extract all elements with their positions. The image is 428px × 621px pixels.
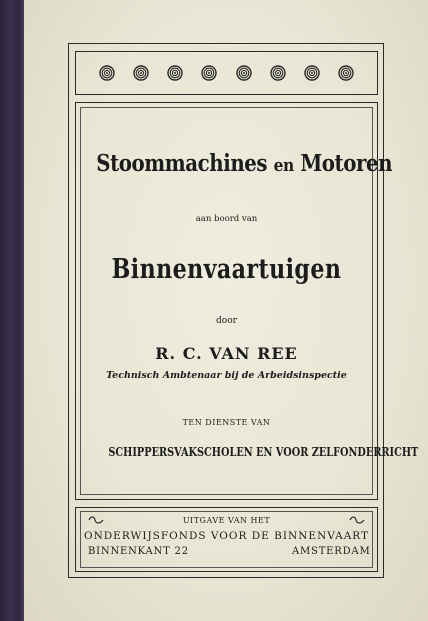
- target-schools: SCHIPPERSVAKSCHOLEN EN VOOR ZELFONDERRICHT: [108, 444, 419, 459]
- concentric-circle-ornament-icon: [133, 65, 149, 81]
- concentric-circle-ornament-icon: [304, 65, 320, 81]
- ornament-band: [75, 51, 378, 95]
- concentric-circle-ornament-icon: [270, 65, 286, 81]
- door-label: door: [216, 316, 237, 326]
- book-spine: [0, 0, 24, 621]
- concentric-circle-ornament-icon: [167, 65, 183, 81]
- concentric-circle-ornament-icon: [201, 65, 217, 81]
- publisher-city: AMSTERDAM: [292, 546, 371, 557]
- concentric-circle-ornament-icon: [236, 65, 252, 81]
- publisher-address: BINNENKANT 22: [88, 546, 189, 557]
- author-name: R. C. VAN REE: [155, 344, 298, 363]
- title-word-en: en: [273, 155, 294, 176]
- book-title: [96, 150, 393, 177]
- title-word-motoren: Motoren: [300, 150, 393, 177]
- title-word-stoommachines: Stoommachines: [96, 150, 268, 177]
- concentric-circle-ornament-icon: [99, 65, 115, 81]
- ten-dienste-van: TEN DIENSTE VAN: [182, 418, 271, 427]
- author-role: Technisch Ambtenaar bij de Arbeidsinspectie: [106, 370, 347, 381]
- uitgave-van-het: UITGAVE VAN HET: [182, 516, 271, 525]
- concentric-circle-ornament-icon: [338, 65, 354, 81]
- book-subtitle: Binnenvaartuigen: [111, 254, 342, 285]
- publisher-name: ONDERWIJSFONDS VOOR DE BINNENVAART: [83, 530, 370, 542]
- aan-boord-van: aan boord van: [195, 214, 258, 224]
